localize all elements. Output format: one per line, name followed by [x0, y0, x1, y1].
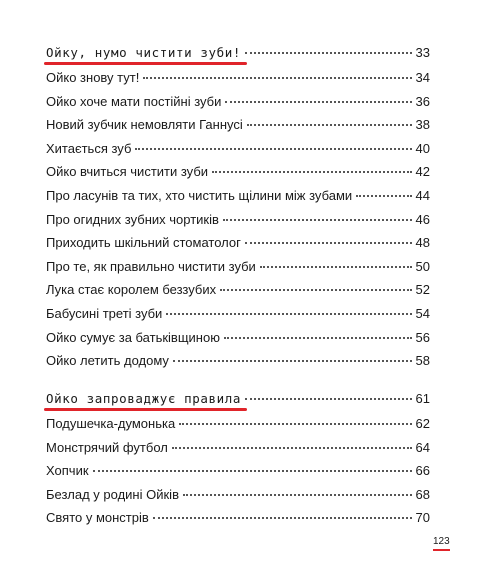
page-number: 34	[415, 70, 430, 85]
toc-entry	[46, 278, 430, 302]
page-number: 46	[415, 211, 430, 227]
dot-leader	[135, 148, 411, 150]
toc-entry	[46, 90, 430, 114]
entry-title: Свято у монстрів	[46, 510, 149, 526]
toc-section-heading	[46, 40, 430, 66]
entry-title: Бабусині треті зуби	[46, 305, 163, 321]
page-number: 68	[415, 486, 430, 502]
entry-title: Про огидних зубних чортиків	[46, 211, 219, 227]
entry-title: Приходить шкільний стоматолог	[46, 235, 241, 251]
dot-leader	[356, 195, 411, 197]
page-number: 54	[415, 305, 430, 321]
dot-leader	[166, 313, 411, 315]
section-heading-label: Ойко запроваджує правила	[46, 386, 241, 412]
page-number: 56	[415, 329, 430, 345]
toc-section-2	[46, 386, 430, 530]
dot-leader	[220, 289, 411, 291]
dot-leader	[224, 337, 412, 339]
toc-section-heading	[46, 386, 430, 412]
dot-leader	[173, 360, 412, 362]
dot-leader	[93, 470, 412, 472]
toc-entry	[46, 137, 430, 161]
entry-title: Хопчик	[46, 463, 89, 479]
entry-title: Ойко хоче мати постійні зуби	[46, 93, 222, 109]
toc-entry	[46, 506, 430, 530]
dot-leader	[172, 447, 412, 449]
page-number: 44	[415, 187, 430, 203]
toc-entry	[46, 459, 430, 483]
dot-leader	[212, 171, 412, 173]
toc-entry	[46, 412, 430, 436]
page-number: 40	[415, 140, 430, 156]
entry-title: Ойко летить додому	[46, 353, 169, 369]
red-underline	[44, 62, 247, 65]
entry-title: Про ласунів та тих, хто чистить щілини між зубами	[46, 187, 353, 203]
red-underline	[44, 408, 247, 411]
toc-entry	[46, 208, 430, 232]
section-heading-label: Ойку, нумо чистити зуби!	[46, 40, 241, 66]
dot-leader	[225, 101, 411, 103]
dot-leader	[260, 266, 412, 268]
entry-title: Про те, як правильно чистити зуби	[46, 258, 256, 274]
entry-title: Подушечка-думонька	[46, 416, 176, 431]
toc-entry	[46, 302, 430, 326]
page-number: 52	[415, 282, 430, 298]
toc-entry	[46, 113, 430, 137]
page-number: 36	[415, 93, 430, 109]
toc-entry	[46, 349, 430, 373]
page-number: 66	[415, 463, 430, 479]
toc-entry	[46, 231, 430, 255]
entry-title: Безлад у родині Ойків	[46, 486, 179, 502]
toc-entry	[46, 184, 430, 208]
page-number: 38	[415, 117, 430, 133]
dot-leader	[247, 124, 412, 126]
toc-section-1	[46, 40, 430, 373]
page-number: 48	[415, 235, 430, 251]
dot-leader	[245, 398, 412, 400]
entry-title: Новий зубчик немовляти Ганнусі	[46, 117, 243, 133]
page-number: 58	[415, 353, 430, 369]
dot-leader	[183, 494, 412, 496]
toc-entry	[46, 483, 430, 507]
page-number: 61	[415, 391, 430, 406]
page-number: 33	[415, 45, 430, 60]
dot-leader	[245, 52, 412, 54]
entry-title: Ойко сумує за батьківщиною	[46, 329, 220, 345]
page-folio-number: 123	[433, 536, 450, 551]
toc-entry	[46, 160, 430, 184]
entry-title: Монстрячий футбол	[46, 439, 168, 455]
page-number: 64	[415, 439, 430, 455]
dot-leader	[179, 423, 411, 425]
entry-title: Хитається зуб	[46, 140, 132, 156]
toc-entry	[46, 255, 430, 279]
page-number: 50	[415, 258, 430, 274]
dot-leader	[223, 219, 412, 221]
toc-entry	[46, 66, 430, 90]
entry-title: Ойко вчиться чистити зуби	[46, 164, 209, 180]
page-number: 62	[415, 416, 430, 431]
dot-leader	[143, 77, 411, 79]
toc-entry	[46, 436, 430, 460]
entry-title: Ойко знову тут!	[46, 70, 140, 85]
page-number: 70	[415, 510, 430, 526]
entry-title: Лука стає королем беззубих	[46, 282, 217, 298]
page-number: 42	[415, 164, 430, 180]
dot-leader	[245, 242, 412, 244]
dot-leader	[153, 517, 412, 519]
toc-entry	[46, 326, 430, 350]
